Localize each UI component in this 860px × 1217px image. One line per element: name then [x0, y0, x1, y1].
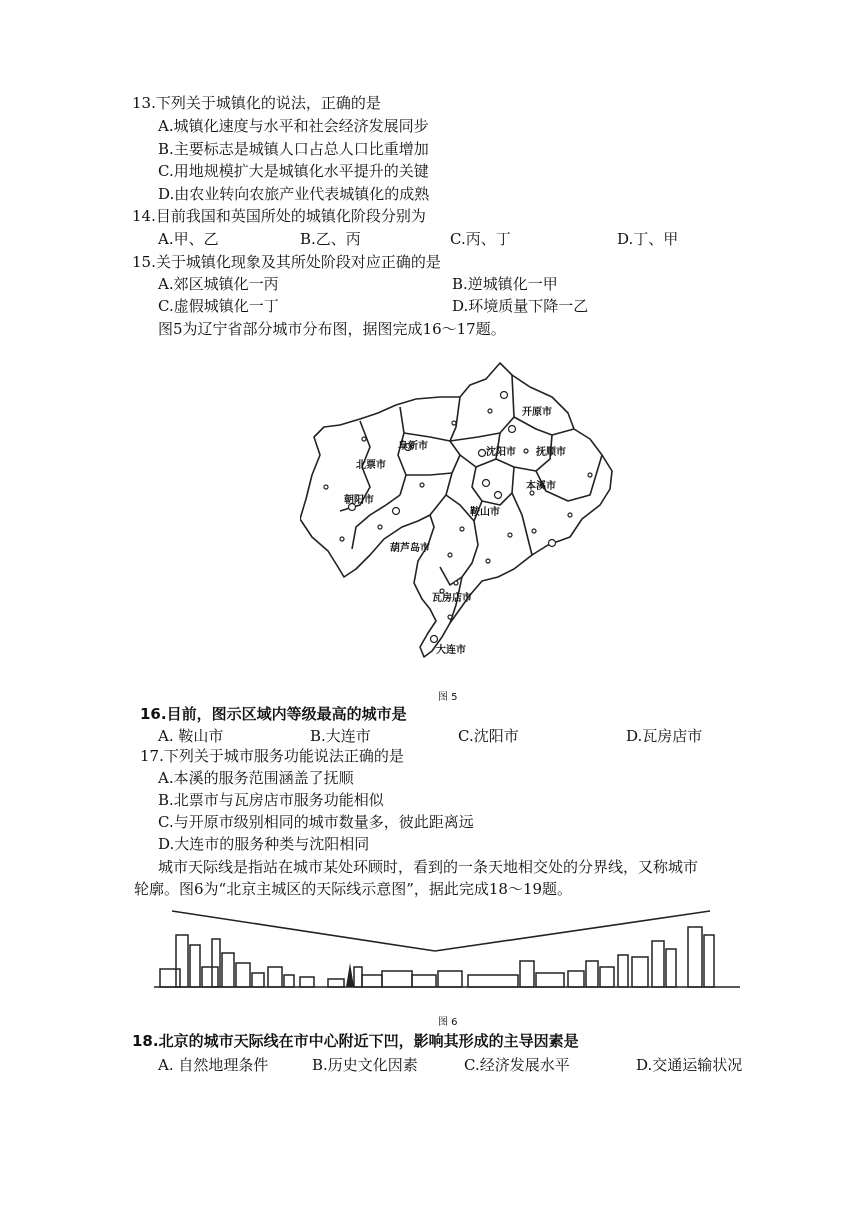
fig5-intro: 图5为辽宁省部分城市分布图，据图完成16～17题。: [158, 320, 506, 338]
q13-option-d: D.由农业转向农旅产业代表城镇化的成熟: [158, 185, 430, 203]
q15-option-c: C.虚假城镇化一丁: [158, 297, 279, 315]
fig6-intro-line2: 轮廓。图6为“北京主城区的天际线示意图”，据此完成18～19题。: [134, 880, 573, 898]
q18-stem: 18.北京的城市天际线在市中心附近下凹，影响其形成的主导因素是: [132, 1032, 579, 1050]
city-label-beipiao: 北票市: [356, 460, 386, 471]
q16-option-a: A. 鞍山市: [158, 727, 224, 745]
q17-option-a: A.本溪的服务范围涵盖了抚顺: [158, 769, 354, 787]
fig5-caption: 图 5: [438, 692, 458, 703]
q13-option-a: A.城镇化速度与水平和社会经济发展同步: [158, 117, 429, 135]
q13-stem: 13.下列关于城镇化的说法，正确的是: [132, 94, 381, 112]
q15-option-b: B.逆城镇化一甲: [452, 275, 558, 293]
q16-option-d: D.瓦房店市: [626, 727, 703, 745]
city-label-kaiyuan: 开原市: [522, 407, 552, 418]
q14-option-b: B.乙、丙: [300, 230, 361, 248]
q14-option-d: D.丁、甲: [617, 230, 679, 248]
fig6-skyline: [150, 905, 745, 995]
q18-option-b: B.历史文化因素: [312, 1056, 418, 1074]
city-label-dalian: 大连市: [436, 645, 466, 656]
q18-option-a: A. 自然地理条件: [158, 1056, 269, 1074]
fig6-caption: 图 6: [438, 1017, 458, 1028]
q18-option-c: C.经济发展水平: [464, 1056, 570, 1074]
city-label-fushun: 抚顺市: [536, 447, 566, 458]
city-label-benxi: 本溪市: [526, 481, 556, 492]
province-outline: [300, 363, 612, 657]
q14-option-a: A.甲、乙: [158, 230, 219, 248]
q15-stem: 15.关于城镇化现象及其所处阶段对应正确的是: [132, 253, 441, 271]
q15-option-d: D.环境质量下降一乙: [452, 297, 589, 315]
city-label-fuxin: 阜新市: [398, 441, 428, 452]
city-label-wafangdian: 瓦房店市: [432, 593, 472, 604]
q16-stem: 16.目前，图示区域内等级最高的城市是: [140, 705, 407, 723]
q13-option-b: B.主要标志是城镇人口占总人口比重增加: [158, 140, 429, 158]
q13-option-c: C.用地规模扩大是城镇化水平提升的关键: [158, 162, 429, 180]
fig6-intro-line1: 城市天际线是指站在城市某处环顾时，看到的一条天地相交处的分界线，又称城市: [158, 858, 699, 876]
q17-option-b: B.北票市与瓦房店市服务功能相似: [158, 791, 384, 809]
city-label-anshan: 鞍山市: [470, 507, 500, 518]
q17-option-d: D.大连市的服务种类与沈阳相同: [158, 835, 370, 853]
q17-option-c: C.与开原市级别相同的城市数量多，彼此距离远: [158, 813, 474, 831]
city-label-chaoyang: 朝阳市: [344, 495, 374, 506]
skyline-curve: [172, 911, 710, 951]
q15-option-a: A.郊区城镇化一丙: [158, 275, 279, 293]
city-label-huludao: 葫芦岛市: [390, 543, 430, 554]
q17-stem: 17.下列关于城市服务功能说法正确的是: [140, 747, 404, 765]
q16-option-c: C.沈阳市: [458, 727, 519, 745]
q16-option-b: B.大连市: [310, 727, 371, 745]
q14-option-c: C.丙、丁: [450, 230, 511, 248]
fig5-map: [300, 355, 620, 665]
q14-stem: 14.目前我国和英国所处的城镇化阶段分别为: [132, 207, 426, 225]
q18-option-d: D.交通运输状况: [636, 1056, 743, 1074]
city-label-shenyang: 沈阳市: [486, 447, 516, 458]
